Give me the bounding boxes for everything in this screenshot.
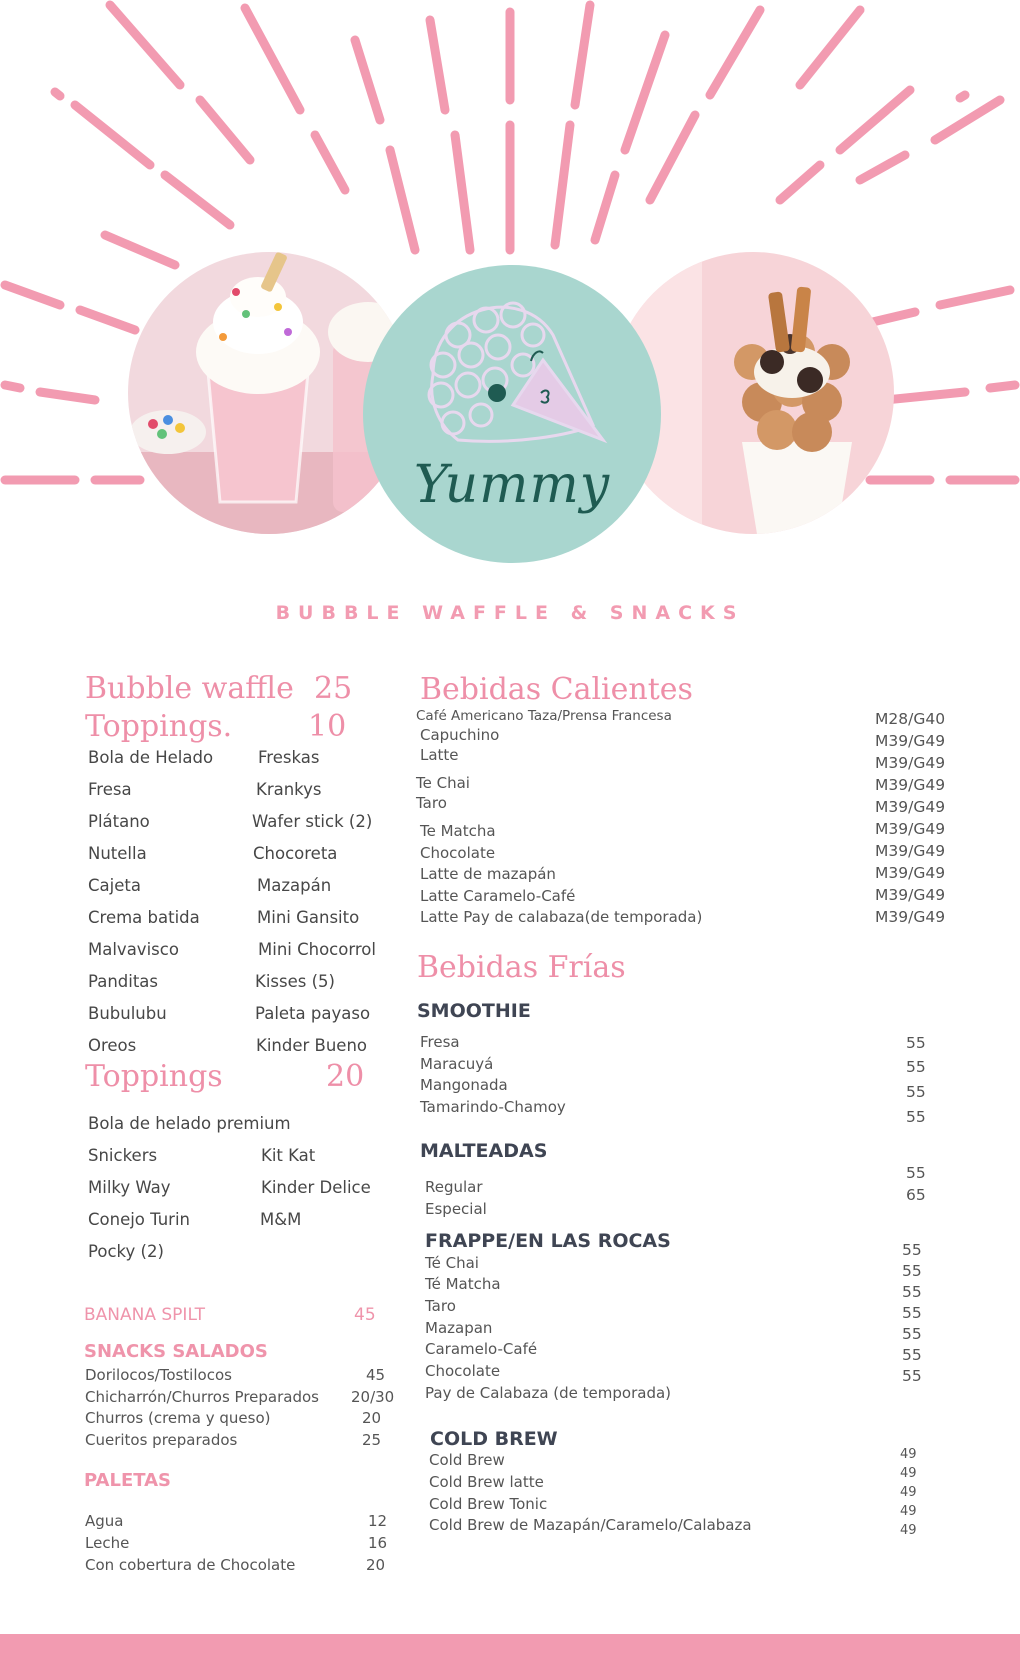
- topping-item: Mazapán: [257, 876, 332, 895]
- toppings-title: Toppings.: [85, 709, 233, 744]
- hot-drink-price: M39/G49: [875, 798, 946, 816]
- smoothie-item: Tamarindo-Chamoy: [420, 1098, 566, 1116]
- snack-item: Chicharrón/Churros Preparados: [85, 1388, 319, 1406]
- topping-item: Kisses (5): [255, 972, 335, 991]
- cold-brew-price: 49: [900, 1466, 917, 1481]
- smoothie-item: Fresa: [420, 1033, 460, 1051]
- frappe-item: Té Matcha: [425, 1275, 501, 1293]
- hot-drink-item: Te Matcha: [420, 822, 496, 840]
- frappe-price: 55: [902, 1241, 922, 1259]
- frappe-price: 55: [902, 1283, 922, 1301]
- hot-drink-price: M39/G49: [875, 820, 946, 838]
- malteada-price: 55: [906, 1164, 926, 1182]
- premium-topping-item: Snickers: [88, 1146, 158, 1165]
- bebidas-calientes-title: Bebidas Calientes: [420, 672, 693, 707]
- snack-item: Cueritos preparados: [85, 1431, 238, 1449]
- topping-item: Bola de Helado: [88, 748, 214, 767]
- logo-badge: [363, 265, 661, 563]
- topping-item: Bubulubu: [88, 1004, 167, 1023]
- frappe-title: FRAPPE/EN LAS ROCAS: [425, 1230, 671, 1252]
- premium-topping-item: Bola de helado premium: [88, 1114, 291, 1133]
- hot-drink-price: M39/G49: [875, 776, 946, 794]
- hot-drink-item: Latte Pay de calabaza(de temporada): [420, 908, 703, 926]
- premium-topping-item: Kinder Delice: [261, 1178, 371, 1197]
- topping-item: Oreos: [88, 1036, 137, 1055]
- hot-drink-price: M39/G49: [875, 754, 946, 772]
- frappe-price: 55: [902, 1346, 922, 1364]
- bubble-waffle-face-icon: [363, 265, 661, 563]
- bebidas-frias-title: Bebidas Frías: [417, 950, 626, 985]
- cold-brew-title: COLD BREW: [430, 1428, 558, 1450]
- bubble-waffle-title: Bubble waffle: [85, 671, 294, 706]
- topping-item: Chocoreta: [253, 844, 338, 863]
- topping-item: Crema batida: [88, 908, 200, 927]
- smoothie-price: 55: [906, 1034, 926, 1052]
- smoothie-price: 55: [906, 1083, 926, 1101]
- topping-item: Plátano: [88, 812, 150, 831]
- bubble-waffle-price: 25: [314, 671, 353, 706]
- paleta-item: Leche: [85, 1534, 130, 1552]
- frappe-item: Caramelo-Café: [425, 1340, 538, 1358]
- cold-brew-item: Cold Brew Tonic: [429, 1495, 548, 1513]
- smoothie-price: 55: [906, 1058, 926, 1076]
- malteada-item: Especial: [425, 1200, 487, 1218]
- frappe-item: Chocolate: [425, 1362, 501, 1380]
- hot-drink-item: Te Chai: [416, 774, 470, 792]
- hot-drink-item: Café Americano Taza/Prensa Francesa: [416, 708, 672, 724]
- premium-topping-item: Conejo Turin: [88, 1210, 191, 1229]
- hot-drink-price: M39/G49: [875, 842, 946, 860]
- premium-topping-item: Pocky (2): [88, 1242, 164, 1261]
- topping-item: Kinder Bueno: [256, 1036, 367, 1055]
- frappe-price: 55: [902, 1325, 922, 1343]
- premium-topping-item: Kit Kat: [261, 1146, 316, 1165]
- smoothie-title: SMOOTHIE: [417, 1000, 531, 1022]
- premium-toppings-title: Toppings: [85, 1059, 223, 1094]
- hot-drink-item: Latte de mazapán: [420, 865, 556, 883]
- cold-brew-price: 49: [900, 1485, 917, 1500]
- banana-split-label: BANANA SPILT: [84, 1305, 205, 1325]
- topping-item: Wafer stick (2): [252, 812, 373, 831]
- topping-item: Panditas: [88, 972, 159, 991]
- footer-bar: [0, 1634, 1020, 1680]
- frappe-item: Taro: [425, 1297, 456, 1315]
- premium-topping-item: M&M: [260, 1210, 302, 1229]
- paleta-item: Con cobertura de Chocolate: [85, 1556, 296, 1574]
- topping-item: Mini Gansito: [257, 908, 360, 927]
- brand-subtitle: BUBBLE WAFFLE & SNACKS: [275, 602, 745, 624]
- hot-drink-price: M28/G40: [875, 710, 946, 728]
- topping-item: Krankys: [256, 780, 322, 799]
- snack-price: 45: [366, 1366, 386, 1384]
- hot-drink-price: M39/G49: [875, 908, 946, 926]
- cold-brew-price: 49: [900, 1504, 917, 1519]
- smoothie-price: 55: [906, 1108, 926, 1126]
- malteada-item: Regular: [425, 1178, 483, 1196]
- topping-item: Freskas: [258, 748, 320, 767]
- smoothie-item: Mangonada: [420, 1076, 508, 1094]
- malteada-price: 65: [906, 1186, 926, 1204]
- cold-brew-item: Cold Brew: [429, 1451, 505, 1469]
- hot-drink-item: Chocolate: [420, 844, 496, 862]
- smoothie-item: Maracuyá: [420, 1055, 494, 1073]
- frappe-price: 55: [902, 1262, 922, 1280]
- hot-drink-price: M39/G49: [875, 886, 946, 904]
- snack-price: 25: [362, 1431, 382, 1449]
- snacks-salados-title: SNACKS SALADOS: [84, 1341, 268, 1362]
- paleta-price: 16: [368, 1534, 388, 1552]
- cold-brew-price: 49: [900, 1523, 917, 1538]
- premium-toppings-price: 20: [326, 1059, 365, 1094]
- snack-price: 20/30: [351, 1388, 395, 1406]
- paleta-price: 12: [368, 1512, 388, 1530]
- paleta-item: Agua: [85, 1512, 124, 1530]
- topping-item: Mini Chocorrol: [258, 940, 376, 959]
- frappe-item: Té Chai: [425, 1254, 479, 1272]
- hot-drink-price: M39/G49: [875, 732, 946, 750]
- hot-drink-item: Capuchino: [420, 726, 500, 744]
- frappe-item: Mazapan: [425, 1319, 493, 1337]
- logo-wordmark: Yummy: [413, 455, 611, 515]
- hot-drink-item: Latte: [420, 746, 459, 764]
- topping-item: Cajeta: [88, 876, 141, 895]
- snack-price: 20: [362, 1409, 382, 1427]
- topping-item: Malvavisco: [88, 940, 179, 959]
- toppings-price: 10: [308, 709, 347, 744]
- frappe-item: Pay de Calabaza (de temporada): [425, 1384, 672, 1402]
- topping-item: Nutella: [88, 844, 147, 863]
- cold-brew-item: Cold Brew de Mazapán/Caramelo/Calabaza: [429, 1516, 752, 1534]
- topping-item: Fresa: [88, 780, 132, 799]
- paleta-price: 20: [366, 1556, 386, 1574]
- hot-drink-item: Taro: [416, 794, 447, 812]
- frappe-price: 55: [902, 1304, 922, 1322]
- hot-drink-item: Latte Caramelo-Café: [420, 887, 576, 905]
- cold-brew-item: Cold Brew latte: [429, 1473, 544, 1491]
- snack-item: Churros (crema y queso): [85, 1409, 271, 1427]
- topping-item: Paleta payaso: [255, 1004, 371, 1023]
- snack-item: Dorilocos/Tostilocos: [85, 1366, 232, 1384]
- malteadas-title: MALTEADAS: [420, 1140, 548, 1162]
- frappe-price: 55: [902, 1367, 922, 1385]
- cold-brew-price: 49: [900, 1447, 917, 1462]
- banana-split-price: 45: [354, 1305, 376, 1325]
- paletas-title: PALETAS: [84, 1470, 172, 1491]
- hot-drink-price: M39/G49: [875, 864, 946, 882]
- premium-topping-item: Milky Way: [88, 1178, 171, 1197]
